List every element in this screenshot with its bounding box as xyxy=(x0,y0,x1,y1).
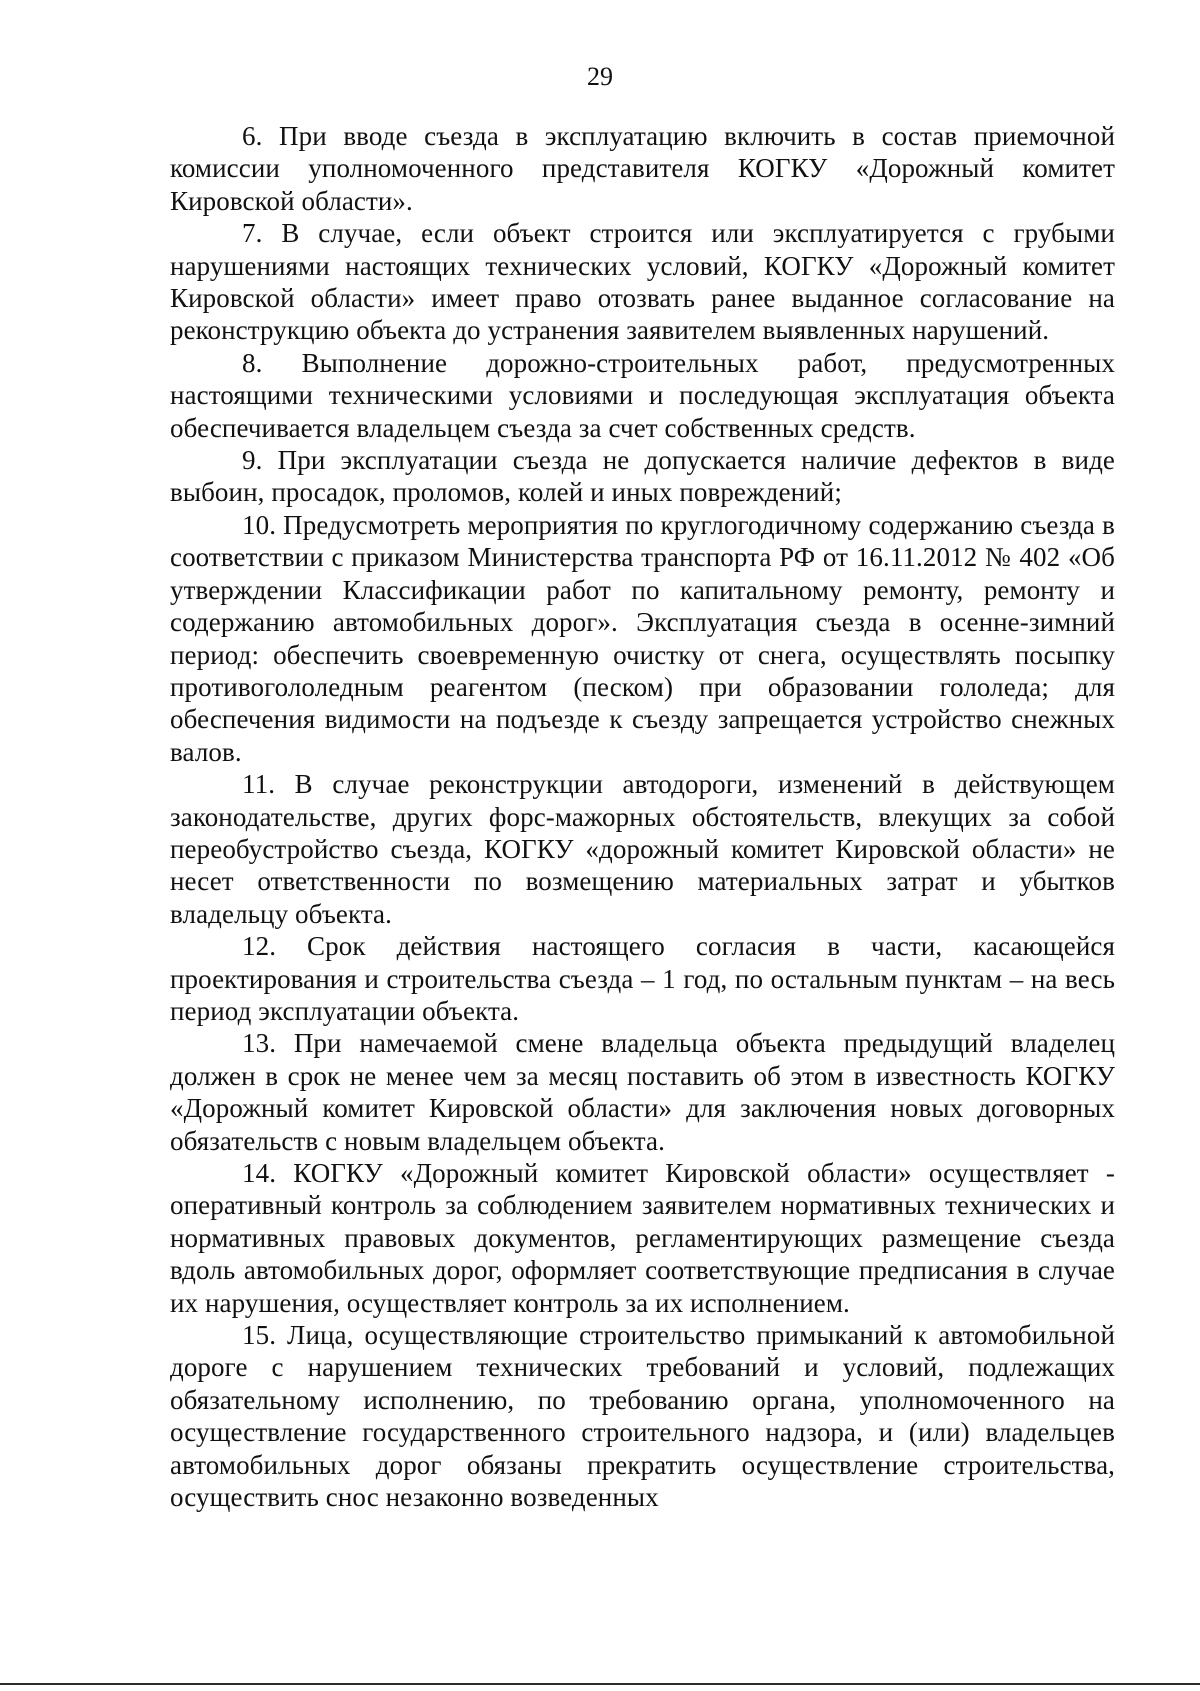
paragraph-12: 12. Срок действия настоящего согласия в части, касающейся проектирования и строительства съезда – 1 год, по остальным пунктам – на весь период эксплуатации объекта. xyxy=(170,931,1115,1026)
paragraph-8: 8. Выполнение дорожно-строительных работ, предусмотренных настоящими техническими условиями и последующая эксплуатация объекта обеспечивается владельцем съезда за счет собственных средств. xyxy=(170,347,1115,443)
paragraph-9: 9. При эксплуатации съезда не допускается наличие дефектов в виде выбоин, просадок, проломов, колей и иных повреждений; xyxy=(170,445,1115,508)
page-number: 29 xyxy=(587,62,613,91)
scan-bottom-edge xyxy=(0,1683,1200,1685)
paragraph-14: 14. КОГКУ «Дорожный комитет Кировской области» осуществляет - оперативный контроль за соблюдением заявителем нормативных технических и нормативных правовых документов, регламентирующих размещение съезда вдоль автомобильных дорог, оформляет соответствующие предписания в случае их нарушения, осуществляет контроль за их исполнением. xyxy=(170,1158,1115,1318)
paragraph-15: 15. Лица, осуществляющие строительство примыканий к автомобильной дороге с нарушением технических требований и условий, подлежащих обязательному исполнению, по требованию органа, уполномоченного на осуществление государственного строительного надзора, и (или) владельцев автомобильных дорог обязаны прекратить осуществление строительства, осуществить снос незаконно возведенных xyxy=(170,1320,1115,1513)
paragraph-11: 11. В случае реконструкции автодороги, изменений в действующем законодательстве, других форс-мажорных обстоятельств, влекущих за собой переобустройство съезда, КОГКУ «дорожный комитет Кировской области» не несет ответственности по возмещению материальных затрат и убытков владельцу объекта. xyxy=(170,769,1115,929)
paragraph-6: 6. При вводе съезда в эксплуатацию включить в состав приемочной комиссии уполномоченного представителя КОГКУ «Дорожный комитет Кировской области». xyxy=(170,121,1115,216)
paragraph-13: 13. При намечаемой смене владельца объекта предыдущий владелец должен в срок не менее чем за месяц поставить об этом в известность КОГКУ «Дорожный комитет Кировской области» для заключения новых договорных обязательств с новым владельцем объекта. xyxy=(170,1028,1115,1156)
paragraph-10: 10. Предусмотреть мероприятия по круглогодичному содержанию съезда в соответствии с приказом Министерства транспорта РФ от 16.11.2012 № 402 «Об утверждении Классификации работ по капитальному ремонту, ремонту и содержанию автомобильных дорог». Эксплуатация съезда в осенне-зимний период: обеспечить своевременную очистку от снега, осуществлять посыпку противогололедным реагентом (песком) при образовании гололеда; для обеспечения видимости на подъезде к съезду запрещается устройство снежных валов. xyxy=(170,509,1115,767)
document-body xyxy=(170,120,1115,1513)
paragraph-7: 7. В случае, если объект строится или эксплуатируется с грубыми нарушениями настоящих технических условий, КОГКУ «Дорожный комитет Кировской области» имеет право отозвать ранее выданное согласование на реконструкцию объекта до устранения заявителем выявленных нарушений. xyxy=(170,218,1115,346)
